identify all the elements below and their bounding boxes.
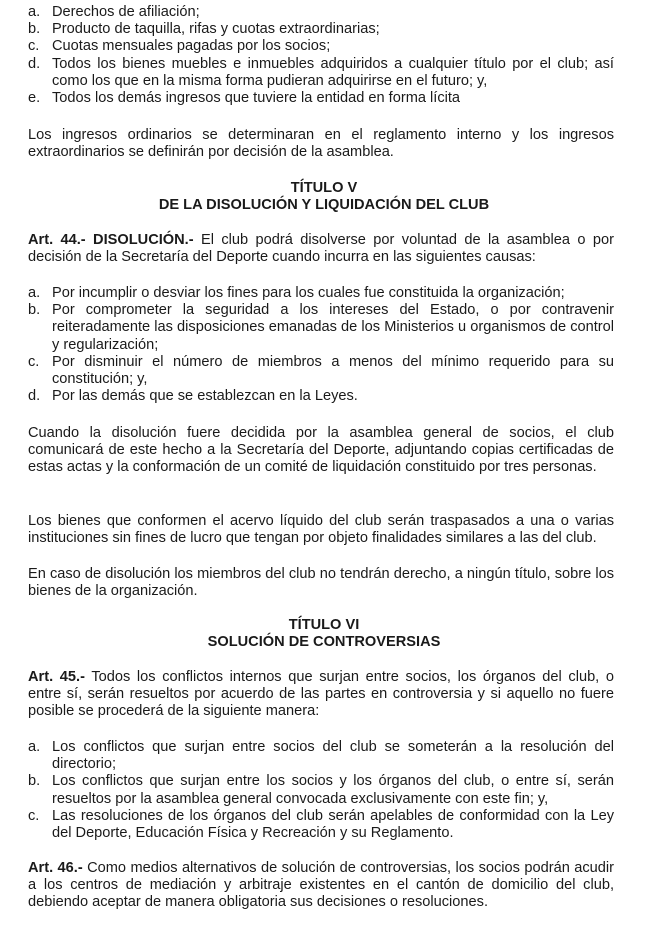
article-text: El club podrá disolverse por voluntad de la asamblea o por decisión de la Secretaría del Deporte cuando incurra en las siguientes causas: [28, 232, 614, 266]
list-item-text: Por incumplir o desviar los fines para los cuales fue constituida la organización; [52, 285, 565, 301]
article-text: Como medios alternativos de solución de controversias, los socios podrán acudir a los centros de mediación y arbitraje existentes en el cantón de domicilio del club, debiendo aceptar de manera obligatoria sus decisiones o resoluciones. [28, 860, 614, 911]
list-item [28, 388, 614, 405]
ingresos-list [28, 4, 614, 107]
list-item [28, 38, 614, 55]
list-item-text: Todos los demás ingresos que tuviere la entidad en forma lícita [52, 90, 461, 107]
list-marker: b. [28, 302, 41, 319]
list-item-text: Derechos de afiliación; [52, 4, 200, 20]
list-item [28, 4, 614, 21]
causas-list [28, 285, 614, 405]
section-heading-titulo-v: TÍTULO V [290, 180, 358, 196]
list-item-text: Por disminuir el número de miembros a menos del mínimo requerido para su constitución; y, [52, 353, 614, 388]
list-marker: d. [28, 388, 41, 405]
list-item [28, 21, 614, 38]
list-marker: a. [28, 4, 41, 20]
section-heading-controversias: SOLUCIÓN DE CONTROVERSIAS [207, 634, 441, 650]
conflictos-list [28, 739, 614, 842]
list-item-text: Por las demás que se establezcan en la Leyes. [52, 388, 358, 405]
list-marker: c. [28, 807, 40, 824]
list-item [28, 285, 614, 302]
list-item-text: Producto de taquilla, rifas y cuotas extraordinarias; [52, 21, 380, 38]
list-marker: b. [28, 773, 41, 790]
article-46 [28, 860, 614, 912]
list-item [28, 90, 614, 107]
list-item-text: Cuotas mensuales pagadas por los socios; [52, 38, 331, 55]
section-heading-disolucion: DE LA DISOLUCIÓN Y LIQUIDACIÓN DEL CLUB [158, 197, 490, 213]
article-label: Art. 44.- DISOLUCIÓN.- [28, 232, 194, 248]
list-item-text: Los conflictos que surjan entre los socios y los órganos del club, o entre sí, serán resueltos por la asamblea general convocada exclusivamente con este fin; y, [52, 773, 614, 807]
list-marker: a. [28, 739, 41, 755]
paragraph-ingresos: Los ingresos ordinarios se determinaran en el reglamento interno y los ingresos extraordinarios se definirán por decisión de la asamblea. [28, 127, 614, 161]
paragraph-disolucion: Cuando la disolución fuere decidida por la asamblea general de socios, el club comunicará de este hecho a la Secretaría del Deporte, adjuntando copias certificadas de estas actas y la conformación de un comité de liquidación constituido por tres personas. [28, 425, 614, 476]
article-label: Art. 45.- [28, 669, 85, 685]
list-marker: e. [28, 90, 41, 107]
list-item [28, 302, 614, 354]
paragraph-derecho: En caso de disolución los miembros del club no tendrán derecho, a ningún título, sobre los bienes de la organización. [28, 566, 614, 600]
paragraph-bienes: Los bienes que conformen el acervo líquido del club serán traspasados a una o varias instituciones sin fines de lucro que tengan por objeto finalidades similares a las del club. [28, 513, 614, 547]
list-item-text: Los conflictos que surjan entre socios del club se someterán a la resolución del directorio; [52, 739, 614, 773]
list-item-text: Las resoluciones de los órganos del club serán apelables de conformidad con la Ley del Deporte, Educación Física y Recreación y su Reglamento. [52, 807, 614, 842]
list-item-text: Todos los bienes muebles e inmuebles adquiridos a cualquier título por el club; así como los que en la misma forma pudieran adquirirse en el futuro; y, [52, 55, 614, 89]
list-item [28, 739, 614, 773]
article-label: Art. 46.- [28, 860, 83, 876]
list-item [28, 56, 614, 90]
list-item [28, 773, 614, 807]
list-marker: c. [28, 353, 40, 370]
list-marker: c. [28, 38, 40, 55]
list-item [28, 808, 614, 842]
list-marker: b. [28, 21, 41, 38]
list-item-text: Por comprometer la seguridad a los intereses del Estado, o por contravenir reiteradamente las disposiciones emanadas de los Ministerios u organismos de control y regularización; [52, 302, 614, 353]
section-heading-titulo-vi: TÍTULO VI [288, 617, 360, 633]
article-text: Todos los conflictos internos que surjan entre socios, los órganos del club, o entre sí, serán resueltos por acuerdo de las partes en controversia y si aquello no fuere posible se procederá de la siguiente manera: [28, 669, 615, 720]
list-marker: d. [28, 55, 41, 72]
list-marker: a. [28, 285, 41, 301]
article-44 [28, 232, 614, 266]
list-item [28, 354, 614, 388]
article-45 [28, 669, 614, 721]
